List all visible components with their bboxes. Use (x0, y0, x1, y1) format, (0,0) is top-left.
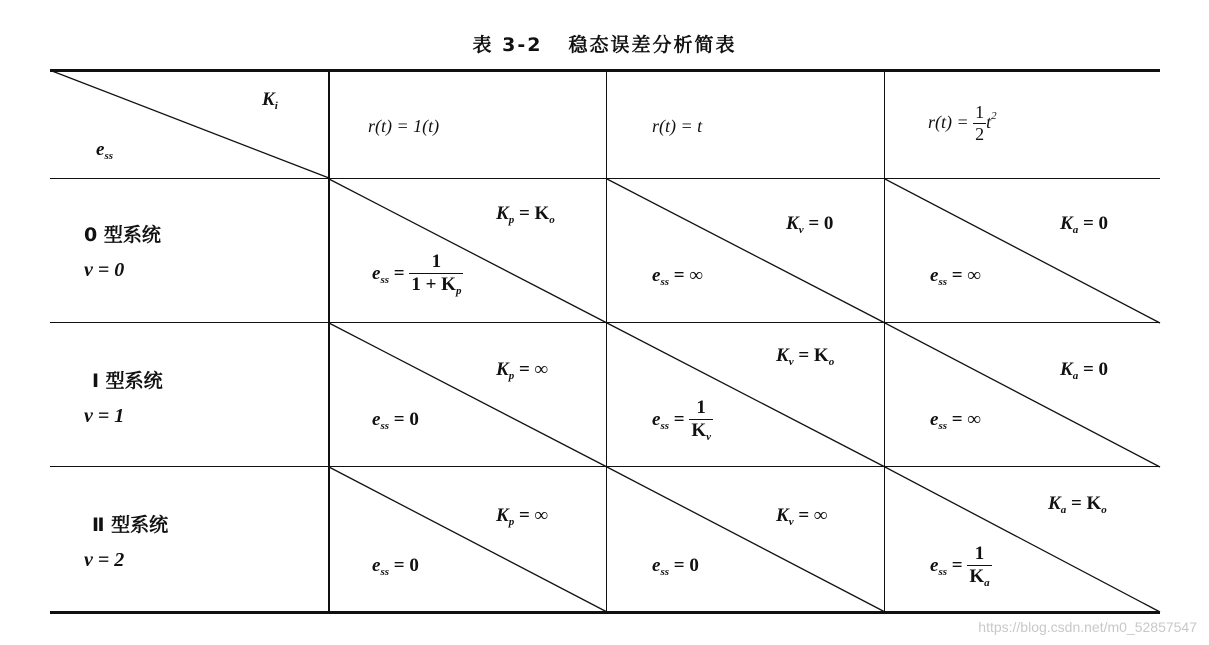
diagonal-r3-c2 (607, 467, 885, 612)
diagonal-r2-c1 (329, 323, 607, 467)
error-r2-c2: $e_{ss}$ = $\frac{1}{K_v}$ (652, 397, 711, 443)
error-r1-c2: $e_{ss}$ = ∞ (652, 265, 703, 288)
gain-r2-c1: $K_p$ = ∞ (496, 359, 549, 382)
error-r1-c3: $e_{ss}$ = ∞ (930, 265, 981, 288)
error-r2-c1: $e_{ss} = 0$ (372, 409, 419, 432)
diagonal-r2-c2 (607, 323, 885, 467)
diagonal-r1-c1 (329, 179, 607, 323)
diagonal-r3-c1 (329, 467, 607, 612)
gain-r1-c1: $K_p = K_o$ (496, 203, 555, 226)
row-label-type0: 0 型系统 (84, 224, 161, 246)
gain-r3-c1: $K_p$ = ∞ (496, 505, 549, 528)
corner-gain-label: $K_i$ (262, 89, 278, 112)
gain-r3-c3: $K_a = K_o$ (1048, 493, 1107, 516)
diagonal-r1-c2 (607, 179, 885, 323)
corner-diagonal (52, 71, 329, 178)
gain-r2-c3: $K_a = 0$ (1060, 359, 1109, 382)
diagonal-r3-c3 (885, 467, 1160, 612)
error-r1-c1: $e_{ss}$ = $\frac{1}{1 + K_p}$ (372, 251, 462, 297)
gain-r3-c2: $K_v$ = ∞ (776, 505, 828, 528)
gain-r1-c2: $K_v = 0$ (786, 213, 834, 236)
gain-r1-c3: $K_a = 0$ (1060, 213, 1109, 236)
row-nu-type2: ν = 2 (84, 549, 125, 571)
corner-error-label: $e_{ss}$ (96, 139, 113, 162)
table-number: 表 3-2 (472, 34, 543, 56)
row-nu-type0: ν = 0 (84, 259, 125, 281)
table-caption: 稳态误差分析简表 (568, 34, 737, 56)
row-label-type1: Ⅰ 型系统 (92, 370, 163, 392)
row-nu-type1: ν = 1 (84, 405, 125, 427)
input-header-step: r(t) = 1(t) (368, 116, 440, 136)
input-header-ramp: r(t) = t (652, 116, 703, 136)
diagonal-r2-c3 (885, 323, 1160, 467)
error-r3-c1: $e_{ss} = 0$ (372, 555, 419, 578)
row-label-type2: Ⅱ 型系统 (92, 514, 169, 536)
error-r2-c3: $e_{ss}$ = ∞ (930, 409, 981, 432)
error-r3-c2: $e_{ss} = 0$ (652, 555, 699, 578)
error-r3-c3: $e_{ss}$ = $\frac{1}{K_a}$ (930, 543, 990, 589)
diagonal-r1-c3 (885, 179, 1160, 323)
gain-r2-c2: $K_v = K_o$ (776, 345, 835, 368)
watermark-url: https://blog.csdn.net/m0_52857547 (978, 619, 1197, 635)
input-header-parabola: r(t) = $\frac{1}{2}$ $t^2$ (928, 102, 997, 144)
